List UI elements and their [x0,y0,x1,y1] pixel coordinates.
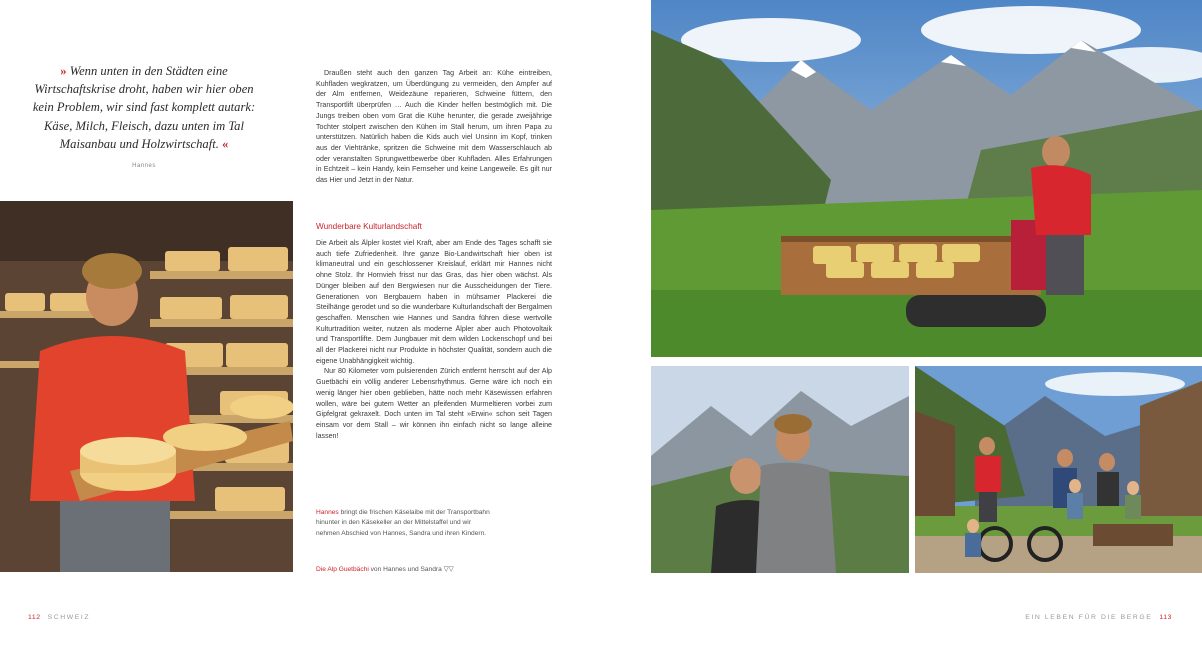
section-label-left: SCHWEIZ [47,614,91,621]
page-number-left: 112 [28,614,41,621]
caption-hannes-name: Hannes [316,509,339,516]
caption-alp-text: von Hannes und Sandra ▽▽ [368,566,454,573]
folio-right [1025,614,1172,621]
page-number-right: 113 [1159,614,1172,621]
quote-author: Hannes [132,163,156,169]
caption-hannes-text: bringt die frischen Käselaibe mit der Transportbahn hinunter in den Käsekeller an der Mittelstaffel und wir nehmen Abschied von Hannes, Sandra und ihren Kindern. [316,509,490,537]
cheese-cellar-photo [0,201,293,572]
article-paragraph-3: Nur 80 Kilometer vom pulsierenden Zürich entfernt herrscht auf der Alp Guetbächi ein völlig anderer Lebensrhythmus. Gerne wäre ich noch ein wenig länger hier oben geblieben, hätte noch mehr Käsewissen erfahren wollen, wäre bei gutem Wetter an pfeifenden Murmeltieren vorbei zum Gipfelgrat gekraxelt. Doch unten im Tal steht »Erwin« schon seit Tagen einsam vor dem Stall – wir können ihn einfach nicht so lange alleine lassen! [316,367,552,440]
family-photo [915,366,1202,573]
article-paragraph-2: Die Arbeit als Älpler kostet viel Kraft, aber am Ende des Tages schafft sie auch tiefe Zufriedenheit. Ihre ganze Bio-Landwirtschaft hier oben ist klimaneutral und ein geschlossener Kreislauf, erklärt mir Hannes nicht ohne Stolz. Ihr Hornvieh frisst nur das Gras, das hier oben wächst. Als Dünger bleiben auf den Bergwiesen nur die Ausscheidungen der Tiere. Generationen von Bergbauern haben in mühsamer Plackerei die Steilhänge gerodet und so die wunderbare Kulturlandschaft der Bergalmen geschaffen. Menschen wie Hannes und Sandra führen diese wertvolle Kulturtradition weiter, nutzen als moderne Älpler aber auch Photovoltaik und Transportlifte. Dem Jungbauer mit dem wilden Lockenschopf und bei all der Plackerei nicht nur Produkte in höchster Qualität, sondern auch die eigene Unabhängigkeit wichtig. [316,239,552,365]
folio-left [28,614,90,621]
article-paragraph-1: Draußen steht auch den ganzen Tag Arbeit an: Kühe eintreiben, Kuhfladen wegkratzen, um Überdüngung zu vermeiden, den Ampfer auf der Alm entfernen, Weidezäune reparieren, Schweine füttern, den Transportlift überprüfen … Auch die Kinder helfen bestmöglich mit. Die Jungs treiben oben vom Grat die Kühe herunter, die gerade zweijährige Tochter stolpert zwischen den Kühen im Stall herum, um ihren Papa zu unterstützen. Natürlich haben die Kids auch viel Unsinn im Kopf, trinken aus der Viehtränke, spritzen die Schweine mit dem Wasserschlauch ab oder veranstalten Sprungwettbewerbe über Kuhfladen. Alles Erfahrungen in Echtzeit – kein Handy, kein Fernseher und keine Langeweile. Es gilt nur das Hier und Jetzt in der Natur. [316,69,552,185]
quote-close-mark: « [222,136,229,151]
article-column-top [316,68,552,186]
quote-open-mark: » [60,64,67,78]
caption-alp-name: Die Alp Guetbächi [316,566,369,573]
section-label-right: EIN LEBEN FÜR DIE BERGE [1025,614,1153,621]
caption-alp [316,565,496,575]
article-subheading: Wunderbare Kulturlandschaft [316,222,422,231]
pull-quote [28,62,260,153]
alpine-meadow-photo [651,0,1202,357]
caption-hannes [316,508,496,539]
article-column-bottom [316,238,552,441]
quote-text: Wenn unten in den Städten eine Wirtschaftskrise droht, haben wir hier oben kein Problem, wir sind fast komplett autark: Käse, Milch, Fleisch, dazu unten im Tal Maisanbau und Holzwirtschaft. [32,64,256,151]
couple-photo [651,366,909,573]
